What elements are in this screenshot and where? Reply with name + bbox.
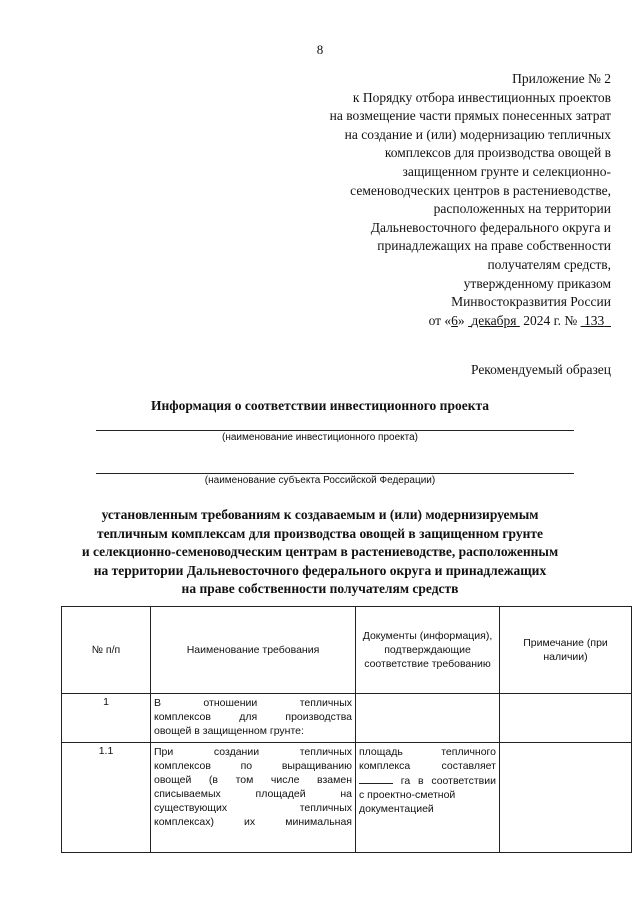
order-reference bbox=[271, 312, 611, 331]
header-name: Наименование требования bbox=[151, 607, 356, 694]
page-number: 8 bbox=[316, 42, 324, 57]
row-note bbox=[500, 743, 632, 853]
row-name-line: списываемых площадей на bbox=[154, 788, 352, 800]
appendix-line: защищенном грунте и селекционно- bbox=[402, 163, 611, 179]
row-name-line: овощей (в том числе взамен bbox=[154, 774, 352, 786]
docs-line-blank bbox=[359, 773, 496, 788]
docs-line-text: га в соответствии bbox=[400, 775, 496, 787]
docs-line: документацией bbox=[359, 803, 434, 815]
sample-label: Рекомендуемый образец bbox=[470, 362, 611, 377]
docs-line: площадь тепличного bbox=[359, 746, 496, 758]
appendix-line: на создание и (или) модернизацию тепличных bbox=[344, 126, 611, 142]
appendix-line: семеноводческих центров в растениеводстве, bbox=[350, 182, 611, 198]
appendix-line: Дальневосточного федерального округа и bbox=[370, 219, 611, 235]
heading-line: на территории Дальневосточного федерального округа и принадлежащих bbox=[93, 562, 547, 578]
order-year: 2024 г. № bbox=[523, 312, 578, 328]
appendix-title: Приложение № 2 bbox=[512, 71, 611, 86]
header-num: № п/п bbox=[62, 607, 151, 694]
appendix-line: Минвостокразвития России bbox=[451, 294, 611, 310]
appendix-line: получателям средств, bbox=[487, 256, 611, 272]
row-name-line: В отношении тепличных bbox=[154, 697, 352, 709]
row-num: 1 bbox=[62, 694, 151, 743]
header-note: Примечание (при наличии) bbox=[500, 607, 632, 694]
appendix-line: комплексов для производства овощей в bbox=[384, 145, 611, 161]
row-name bbox=[151, 694, 356, 743]
order-sep: » bbox=[457, 312, 465, 328]
heading-line: и селекционно-семеноводческим центрам в растениеводстве, расположенным bbox=[81, 544, 559, 560]
row-name-line: При создании тепличных bbox=[154, 746, 352, 758]
caption-subject: (наименование субъекта Российской Федерации) bbox=[204, 475, 436, 486]
table-row bbox=[62, 694, 632, 743]
row-num: 1.1 bbox=[62, 743, 151, 853]
heading-info: Информация о соответствии инвестиционного проекта bbox=[150, 398, 490, 413]
row-note bbox=[500, 694, 632, 743]
row-name-line: комплексах) их минимальная bbox=[154, 816, 352, 828]
order-prefix: от « bbox=[428, 312, 452, 328]
order-month bbox=[468, 313, 520, 328]
order-month-text: декабря bbox=[471, 312, 517, 328]
appendix-line: к Порядку отбора инвестиционных проектов bbox=[352, 89, 611, 105]
appendix-block bbox=[271, 70, 611, 330]
subject-name-line bbox=[96, 473, 574, 474]
heading-requirements bbox=[0, 506, 640, 599]
appendix-line: принадлежащих на праве собственности bbox=[377, 238, 611, 254]
order-number-text: 133 bbox=[584, 312, 605, 328]
row-name-line: существующих тепличных bbox=[154, 802, 352, 814]
project-name-line bbox=[96, 430, 574, 431]
header-docs: Документы (информация), подтверждающие соответствие требованию bbox=[356, 607, 500, 694]
heading-line: на праве собственности получателям средств bbox=[181, 581, 459, 597]
row-name-line: комплексов по выращиванию bbox=[154, 760, 352, 772]
order-day: 6 bbox=[451, 312, 458, 328]
heading-line: тепличным комплексам для производства овощей в защищенном грунте bbox=[96, 525, 544, 541]
row-docs bbox=[356, 694, 500, 743]
appendix-line: расположенных на территории bbox=[433, 201, 611, 217]
docs-line: с проектно-сметной bbox=[359, 789, 456, 801]
caption-project: (наименование инвестиционного проекта) bbox=[222, 432, 418, 443]
row-name-line: комплексов для производства bbox=[154, 711, 352, 723]
area-blank-field[interactable] bbox=[359, 773, 393, 784]
appendix-line: утвержденному приказом bbox=[463, 275, 611, 291]
docs-line: комплекса составляет bbox=[359, 760, 496, 772]
table-header-row bbox=[62, 607, 632, 694]
row-name-line: овощей в защищенном грунте: bbox=[154, 725, 304, 737]
row-docs bbox=[356, 743, 500, 853]
requirements-table bbox=[61, 606, 632, 853]
appendix-line: на возмещение части прямых понесенных затрат bbox=[329, 108, 611, 124]
table-row bbox=[62, 743, 632, 853]
row-name bbox=[151, 743, 356, 853]
heading-line: установленным требованиям к создаваемым и (или) модернизируемым bbox=[101, 507, 539, 522]
order-number bbox=[581, 313, 611, 328]
